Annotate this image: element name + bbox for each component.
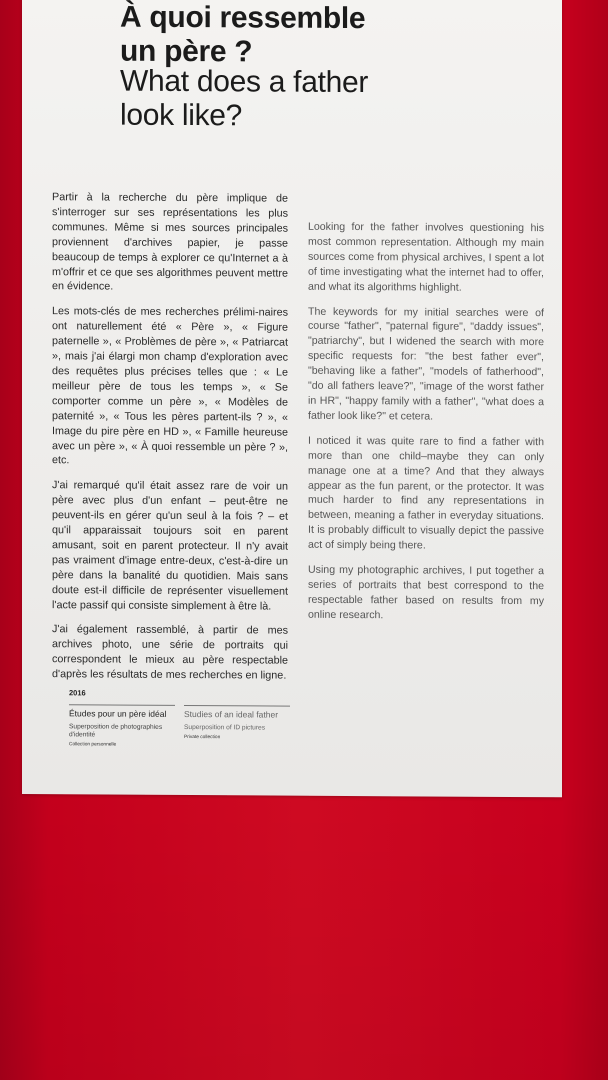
french-paragraph-3: J'ai remarqué qu'il était assez rare de voir un père avec plus d'un enfant – peut-être ne peuvent-ils en gérer qu'un seul à la fois ? – et qu'il apparaissait toujours soit en parent amusant, soit en parent protecteur. Il n'y avait pas vraiment d'image entre-deux, c'est-à-dire un père dans la banalité du quotidien. Mais sans doute est-il difficile de représenter visuellement l'acte passif qui consiste simplement à être là. <box>52 479 288 613</box>
artwork-medium-english: Superposition of ID pictures <box>184 723 265 732</box>
artwork-collection-french: Collection personnelle <box>69 742 117 748</box>
red-wall <box>0 780 608 1080</box>
artwork-caption-english <box>184 705 290 742</box>
title-french-line-1: À quoi ressemble <box>120 0 366 36</box>
artwork-title-english: Studies of an ideal father <box>184 708 279 720</box>
title-english-line-2: look like? <box>120 98 243 133</box>
caption-divider <box>69 704 175 706</box>
artwork-medium-french: Superposition de photographies d'identité <box>69 723 163 739</box>
title-english-line-1: What does a father <box>120 64 369 100</box>
french-paragraph-4: J'ai également rassemblé, à partir de mes archives photo, une série de portraits qui correspondent le mieux au père respectable d'après les résultats de mes recherches en ligne. <box>52 623 288 682</box>
english-paragraph-1: Looking for the father involves questioning his most common representation. Although my main sources come from physical archives, I spent a lot of time investigating what the internet had to offer, and what its algorithms highlight. <box>308 220 544 294</box>
artwork-year: 2016 <box>69 688 86 698</box>
exhibition-panel <box>22 0 562 797</box>
english-paragraph-4: Using my photographic archives, I put together a series of portraits that best correspond to the respectable father based on results from my online research. <box>308 563 544 621</box>
title-english <box>120 65 368 135</box>
caption-divider <box>184 705 290 707</box>
artwork-title-french: Études pour un père idéal <box>69 708 167 719</box>
english-paragraph-3: I noticed it was quite rare to find a father with more than one child–maybe they can only manage one at a time? And that they always appear as the fun parent, or the protector. It was much harder to find any representations in between, meaning a father in everyday situations. It is probably difficult to visually depict the passive act of simply being there. <box>308 434 544 552</box>
title-french-line-2: un père ? <box>120 34 253 69</box>
artwork-collection-english: Private collection <box>184 734 221 741</box>
english-paragraph-2: The keywords for my initial searches were of course "father", "paternal figure", "daddy issues", "patriarchy", but I widened the search with more specific requests for: "the best father ever", "behaving like a father", "models of fatherhood", "do all fathers leave?", "image of the worst father in HR", "happy family with a father", "what does a father look like?" et cetera. <box>308 305 544 423</box>
french-paragraph-2: Les mots-clés de mes recherches prélimi-naires ont naturellement été « Père », « Figure paternelle », « Problèmes de père », « Patriarcat », mais j'ai élargi mon champ d'exploration avec des requêtes plus précises telles que : « Le meilleur père de tous les temps », « Se comporter comme un père », « Modèles de paternité », « Tous les pères partent-ils ? », « Image du pire père en HD », « Famille heureuse avec un père », « À quoi ressemble un père ? », etc. <box>52 305 288 467</box>
english-text-column <box>308 220 544 634</box>
title-french <box>120 1 365 70</box>
french-text-column <box>52 190 288 694</box>
french-paragraph-1: Partir à la recherche du père implique de s'interroger sur ses représentations les plus communes. Même si mes sources principales proviennent d'archives papier, je passe beaucoup de temps à explorer ce qu'Internet a à m'offrir et ce que ses algorithmes peuvent mettre en évidence. <box>52 191 288 293</box>
artwork-caption-french <box>69 704 175 749</box>
